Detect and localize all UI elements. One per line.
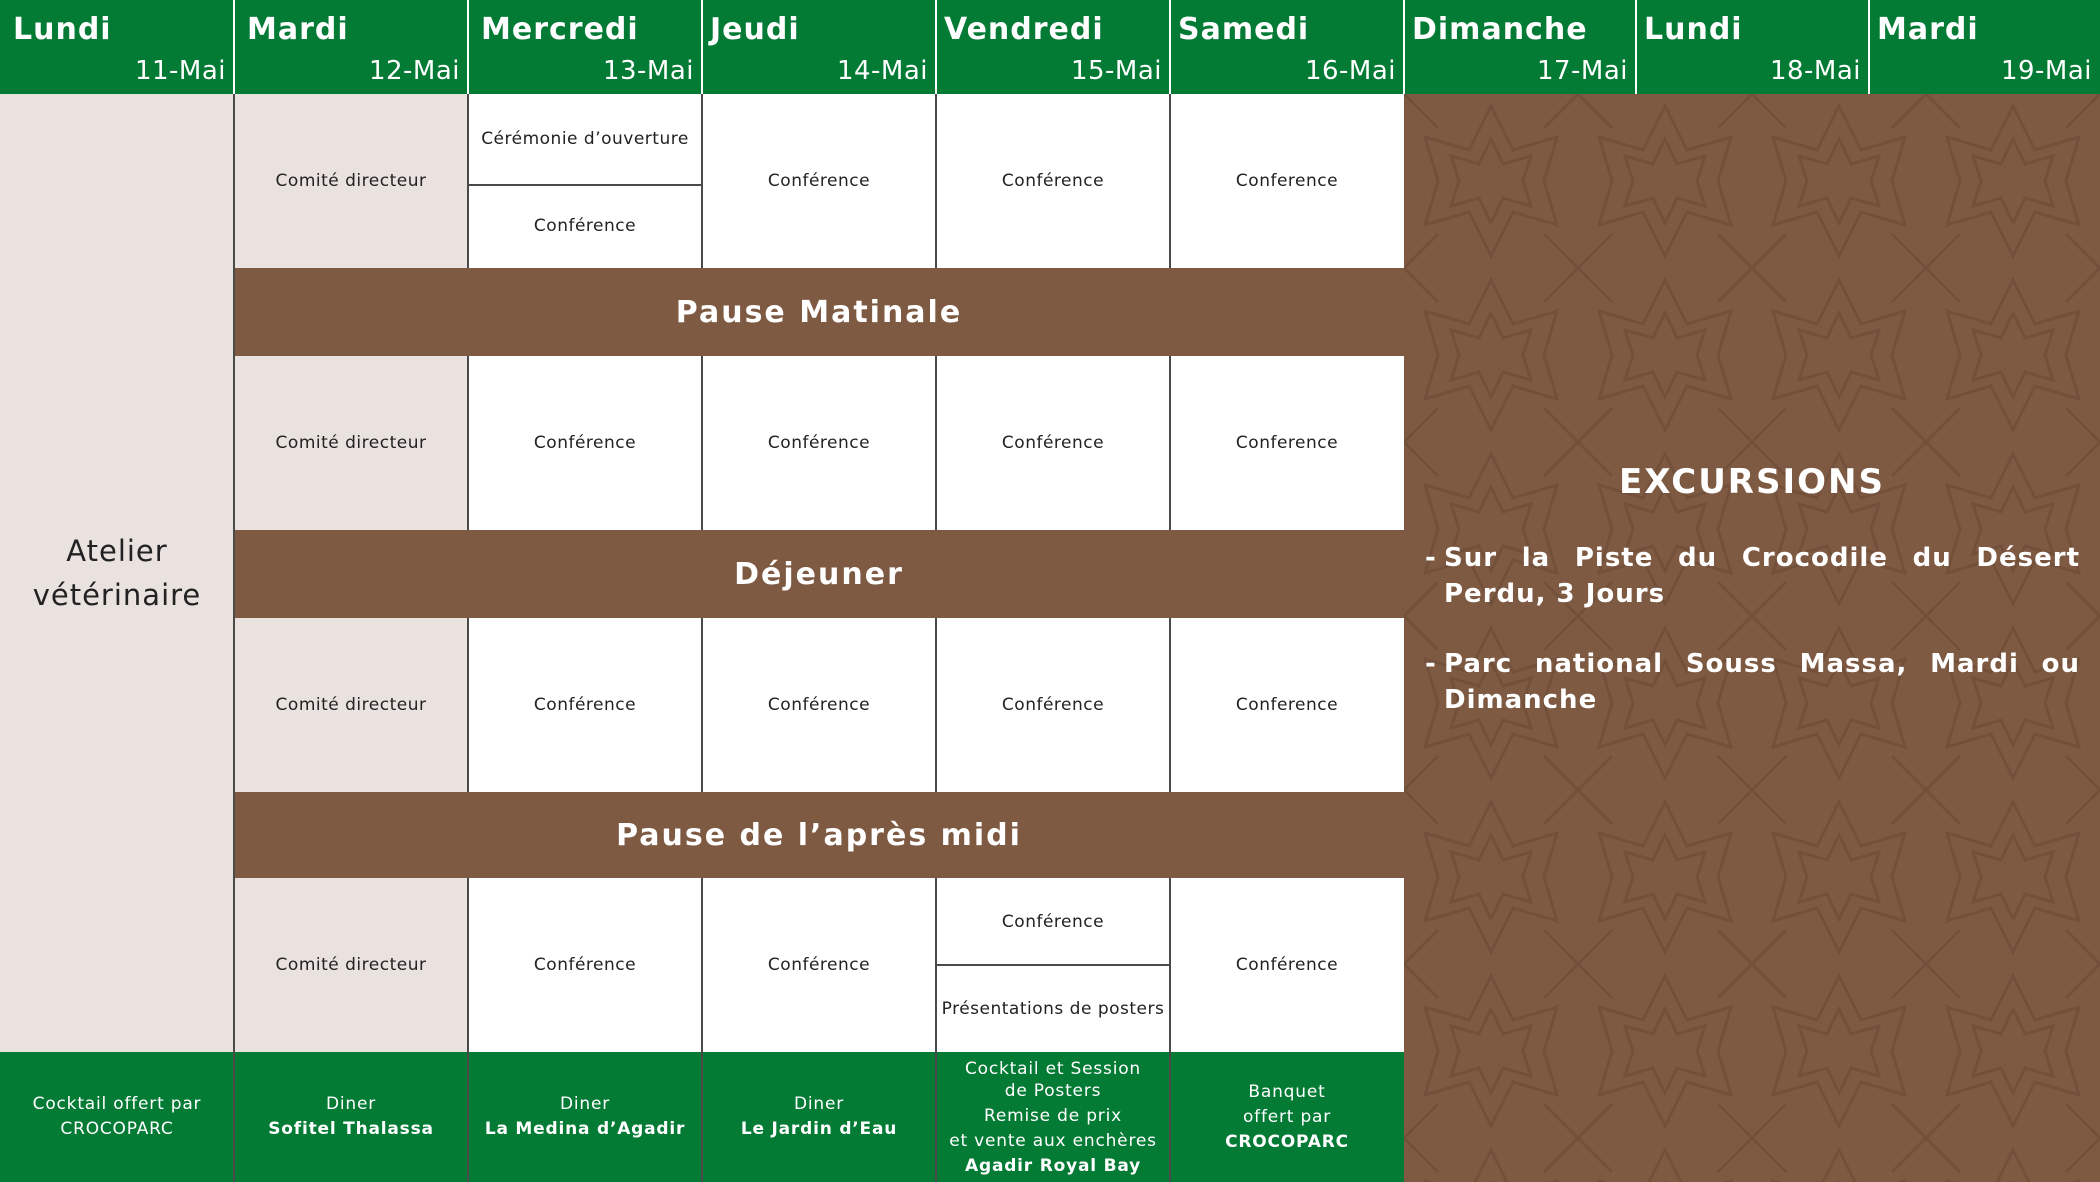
band-pause-apres-midi (234, 792, 1404, 878)
slot4-mercredi (468, 878, 702, 1052)
atelier-line2: vétérinaire (32, 578, 202, 612)
slot4-vendredi-conference (936, 878, 1170, 965)
header-date: 15-Mai (1070, 56, 1162, 86)
footer-vendredi (936, 1052, 1170, 1182)
slot3-jeudi (702, 618, 936, 792)
header-day: Lundi (1644, 12, 1743, 47)
slot3-mercredi (468, 618, 702, 792)
grid-line (233, 94, 235, 1052)
slot3-samedi (1170, 618, 1404, 792)
footer-divider (701, 1052, 703, 1182)
slot1-jeudi (702, 94, 936, 268)
header-day: Mardi (247, 12, 349, 47)
footer-line: de Posters (1004, 1080, 1102, 1101)
slot2-mardi (234, 356, 468, 530)
grid-line (467, 356, 469, 530)
header-divider (1403, 0, 1405, 94)
grid-line (935, 94, 937, 268)
header-cell-mardi-12 (234, 0, 468, 94)
grid-line (701, 878, 703, 1052)
session-label: Conférence (533, 955, 637, 975)
session-label: Cérémonie d’ouverture (481, 129, 689, 149)
header-date: 16-Mai (1304, 56, 1396, 86)
footer-jeudi (702, 1052, 936, 1182)
grid-line (1169, 356, 1171, 530)
grid-line (701, 94, 703, 268)
header-cell-dimanche-17 (1404, 0, 1636, 94)
slot2-mercredi (468, 356, 702, 530)
slot1-samedi (1170, 94, 1404, 268)
session-label: Conférence (533, 433, 637, 453)
session-label: Conférence (767, 433, 871, 453)
footer-line: Cocktail et Session (965, 1058, 1141, 1079)
footer-line: CROCOPARC (60, 1119, 174, 1139)
footer-divider (935, 1052, 937, 1182)
header-day: Dimanche (1412, 12, 1588, 47)
header-cell-lundi-11 (0, 0, 234, 94)
session-label: Conférence (1001, 171, 1105, 191)
header-day: Mardi (1877, 12, 1979, 47)
slot4-mardi (234, 878, 468, 1052)
grid-line (1169, 618, 1171, 792)
footer-mercredi (468, 1052, 702, 1182)
footer-venue: Le Jardin d’Eau (740, 1119, 898, 1139)
header-date: 18-Mai (1769, 56, 1861, 86)
footer-line: et vente aux enchères (949, 1130, 1157, 1151)
header-day: Mercredi (481, 12, 639, 47)
slot3-mardi (234, 618, 468, 792)
footer-samedi (1170, 1052, 1404, 1182)
atelier-veterinaire-block (0, 94, 234, 1052)
grid-line (1169, 94, 1171, 268)
band-label: Pause de l’après midi (616, 817, 1022, 853)
header-divider (701, 0, 703, 94)
slot1-mardi (234, 94, 468, 268)
band-dejeuner (234, 530, 1404, 618)
session-label: Conférence (533, 216, 637, 236)
slot2-samedi (1170, 356, 1404, 530)
excursion-item: - Parc national Souss Massa, Mardi ou Dimanche (1425, 646, 2080, 718)
session-label: Conférence (1001, 433, 1105, 453)
footer-divider (1169, 1052, 1171, 1182)
header-date: 17-Mai (1536, 56, 1628, 86)
footer-line: Remise de prix (984, 1105, 1122, 1126)
slot4-vendredi-posters (936, 965, 1170, 1052)
grid-line (467, 94, 469, 268)
session-label: Comité directeur (275, 171, 427, 191)
footer-line: Cocktail offert par (32, 1094, 202, 1114)
header-cell-jeudi-14 (702, 0, 936, 94)
header-cell-samedi-16 (1170, 0, 1404, 94)
excursions-title: EXCURSIONS (1619, 462, 1885, 502)
header-date: 19-Mai (2000, 56, 2092, 86)
header-date: 13-Mai (602, 56, 694, 86)
slot4-samedi (1170, 878, 1404, 1052)
footer-line: Diner (559, 1094, 611, 1114)
grid-line (701, 618, 703, 792)
slot1-vendredi (936, 94, 1170, 268)
footer-lundi (0, 1052, 234, 1182)
session-label: Conférence (533, 695, 637, 715)
grid-line (701, 356, 703, 530)
session-label: Conference (1235, 171, 1339, 191)
header-date: 11-Mai (134, 56, 226, 86)
slot1-mercredi-conference (468, 184, 702, 268)
session-label: Conference (1235, 433, 1339, 453)
footer-line: Diner (793, 1094, 845, 1114)
header-cell-lundi-18 (1636, 0, 1869, 94)
band-pause-matinale (234, 268, 1404, 356)
session-label: Conférence (767, 695, 871, 715)
footer-divider (467, 1052, 469, 1182)
header-day: Lundi (13, 12, 112, 47)
excursion-item: - Sur la Piste du Crocodile du Désert Perdu, 3 Jours (1425, 540, 2080, 612)
session-label: Comité directeur (275, 433, 427, 453)
session-label: Conference (1235, 695, 1339, 715)
grid-line (935, 618, 937, 792)
session-label: Présentations de posters (941, 998, 1165, 1019)
session-label: Conférence (1235, 955, 1339, 975)
band-label: Pause Matinale (675, 294, 963, 330)
header-divider (233, 0, 235, 94)
atelier-line1: Atelier (66, 534, 168, 568)
header-cell-vendredi-15 (936, 0, 1170, 94)
footer-mardi (234, 1052, 468, 1182)
slot3-vendredi (936, 618, 1170, 792)
grid-line (936, 964, 1170, 966)
footer-line: offert par (1242, 1106, 1332, 1127)
footer-line: Diner (325, 1094, 377, 1114)
header-cell-mardi-19 (1869, 0, 2100, 94)
grid-line (935, 356, 937, 530)
header-day: Samedi (1178, 12, 1310, 47)
footer-venue: CROCOPARC (1225, 1131, 1349, 1152)
header-divider (935, 0, 937, 94)
footer-venue: Agadir Royal Bay (965, 1155, 1141, 1176)
header-day: Jeudi (710, 12, 800, 47)
header-date: 14-Mai (836, 56, 928, 86)
grid-line (467, 878, 469, 1052)
grid-line (468, 184, 702, 186)
footer-line: Banquet (1248, 1081, 1326, 1102)
header-day: Vendredi (944, 12, 1104, 47)
session-label: Conférence (767, 955, 871, 975)
header-date: 12-Mai (368, 56, 460, 86)
slot2-jeudi (702, 356, 936, 530)
header-divider (1868, 0, 1870, 94)
header-divider (467, 0, 469, 94)
session-label: Conférence (1001, 911, 1105, 932)
session-label: Comité directeur (275, 695, 427, 715)
grid-line (467, 618, 469, 792)
session-label: Comité directeur (275, 955, 427, 975)
header-cell-mercredi-13 (468, 0, 702, 94)
session-label: Conférence (767, 171, 871, 191)
header-divider (1169, 0, 1171, 94)
session-label: Conférence (1001, 695, 1105, 715)
footer-venue: Sofitel Thalassa (268, 1119, 434, 1139)
slot2-vendredi (936, 356, 1170, 530)
footer-venue: La Medina d’Agadir (484, 1119, 686, 1139)
slot1-mercredi-opening (468, 94, 702, 184)
slot4-jeudi (702, 878, 936, 1052)
excursions-list (1425, 540, 2080, 752)
footer-divider (233, 1052, 235, 1182)
header-divider (1635, 0, 1637, 94)
band-label: Déjeuner (734, 556, 904, 592)
